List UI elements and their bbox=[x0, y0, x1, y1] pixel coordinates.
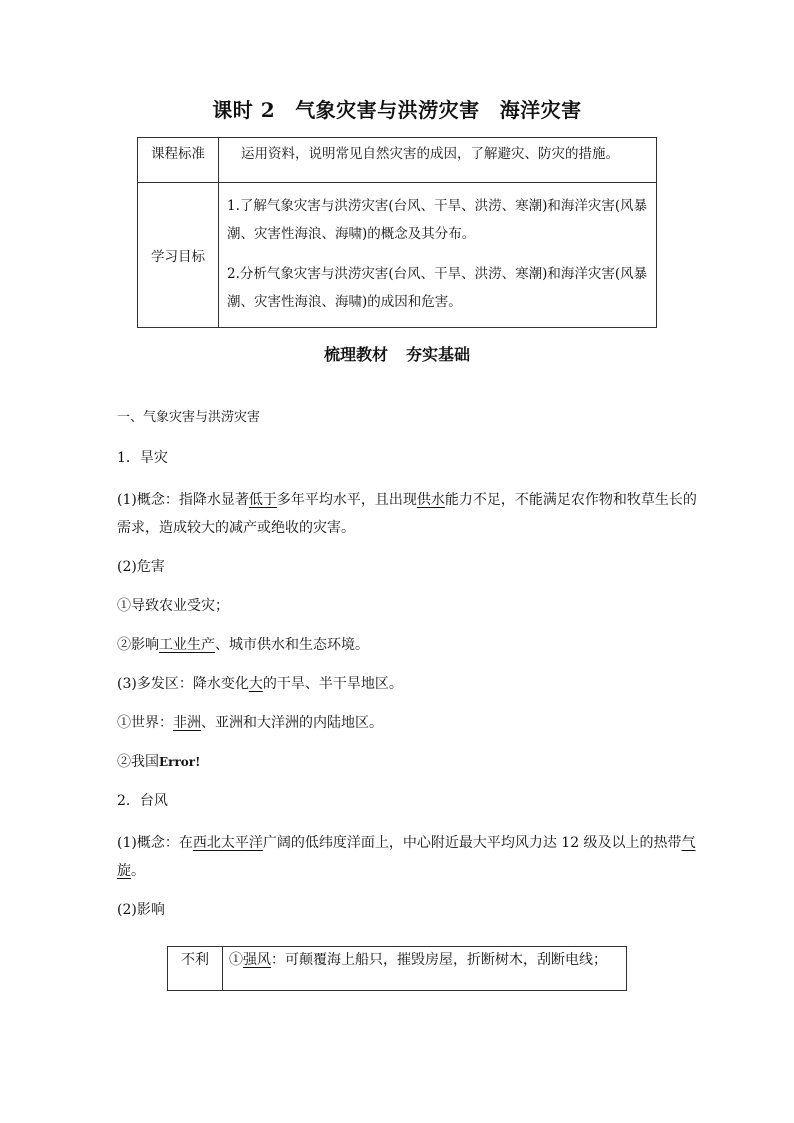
text-run: 广阔的低纬度洋面上，中心附近最大平均风力达 12 级及以上的热带 bbox=[262, 835, 682, 851]
text-run: ①世界： bbox=[117, 715, 173, 731]
text-run: (1)概念：在 bbox=[117, 835, 193, 851]
impact-text bbox=[223, 947, 627, 991]
lesson-sub-topic: 海洋灾害 bbox=[499, 98, 582, 122]
drought-heading: 1．旱灾 bbox=[117, 450, 168, 466]
lesson-number: 课时 2 bbox=[212, 98, 276, 122]
goals-label: 学习目标 bbox=[138, 183, 219, 328]
impact-row bbox=[168, 947, 627, 991]
standard-label: 课程标准 bbox=[138, 138, 219, 183]
typhoon-heading: 2．台风 bbox=[117, 793, 168, 809]
section-title-right: 夯实基础 bbox=[406, 345, 471, 364]
blank-answer: 工业生产 bbox=[159, 637, 215, 653]
typhoon-concept bbox=[117, 829, 697, 885]
drought-harm-item: ①导致农业受灾； bbox=[117, 598, 229, 614]
text-run: ②我国 bbox=[117, 754, 159, 770]
text-run: ：可颠覆海上船只，摧毁房屋，折断树木，刮断电线； bbox=[271, 952, 607, 968]
standard-row bbox=[138, 138, 657, 183]
typhoon-impact-heading: (2)影响 bbox=[117, 902, 165, 918]
objectives-table bbox=[137, 137, 657, 328]
text-run: 、亚洲和大洋洲的内陆地区。 bbox=[201, 715, 383, 731]
text-run: 能力不足，不能满足农作物和牧草生长的需求，造成较大的减产或绝收的灾害。 bbox=[117, 492, 697, 536]
text-run: 。 bbox=[131, 863, 145, 879]
goal-item: 2.分析气象灾害与洪涝灾害(台风、干旱、洪涝、寒潮)和海洋灾害(风暴潮、灾害性海浪、海啸)的成因和危害。 bbox=[227, 266, 648, 310]
part-heading: 一、气象灾害与洪涝灾害 bbox=[117, 410, 261, 425]
impact-label: 不利 bbox=[168, 947, 223, 991]
drought-area-china bbox=[117, 748, 697, 776]
blank-answer: 气旋 bbox=[117, 835, 696, 879]
drought-concept bbox=[117, 486, 697, 542]
blank-answer: 供水 bbox=[416, 492, 445, 508]
lesson-title bbox=[0, 94, 794, 123]
typhoon-impact-table bbox=[167, 946, 627, 991]
blank-answer: 强风 bbox=[243, 952, 271, 968]
text-run: ②影响 bbox=[117, 637, 159, 653]
section-title bbox=[0, 342, 794, 365]
goals-cell bbox=[219, 183, 657, 328]
blank-answer: 大 bbox=[248, 676, 263, 692]
drought-harm-heading: (2)危害 bbox=[117, 559, 165, 575]
text-run: ① bbox=[229, 952, 243, 968]
text-run: 、城市供水和生态环境。 bbox=[215, 637, 369, 653]
blank-answer: 西北太平洋 bbox=[192, 835, 263, 851]
content-body bbox=[117, 404, 697, 924]
text-run: (1)概念：指降水显著 bbox=[117, 492, 249, 508]
drought-area bbox=[117, 670, 697, 698]
standard-text: 运用资料，说明常见自然灾害的成因，了解避灾、防灾的措施。 bbox=[219, 138, 657, 183]
text-run: 多年平均水平，且出现 bbox=[276, 492, 417, 508]
lesson-main-topic: 气象灾害与洪涝灾害 bbox=[295, 98, 480, 122]
drought-area-world bbox=[117, 709, 697, 737]
text-run: 的干旱、半干旱地区。 bbox=[262, 676, 403, 692]
text-run: (3)多发区：降水变化 bbox=[117, 676, 249, 692]
goals-row bbox=[138, 183, 657, 328]
section-title-left: 梳理教材 bbox=[323, 345, 388, 364]
goal-item: 1.了解气象灾害与洪涝灾害(台风、干旱、洪涝、寒潮)和海洋灾害(风暴潮、灾害性海浪、海啸)的概念及其分布。 bbox=[227, 198, 648, 242]
blank-answer: 低于 bbox=[248, 492, 277, 508]
blank-answer: 非洲 bbox=[173, 715, 201, 731]
drought-harm-item bbox=[117, 631, 697, 659]
error-placeholder: Error! bbox=[159, 755, 201, 769]
